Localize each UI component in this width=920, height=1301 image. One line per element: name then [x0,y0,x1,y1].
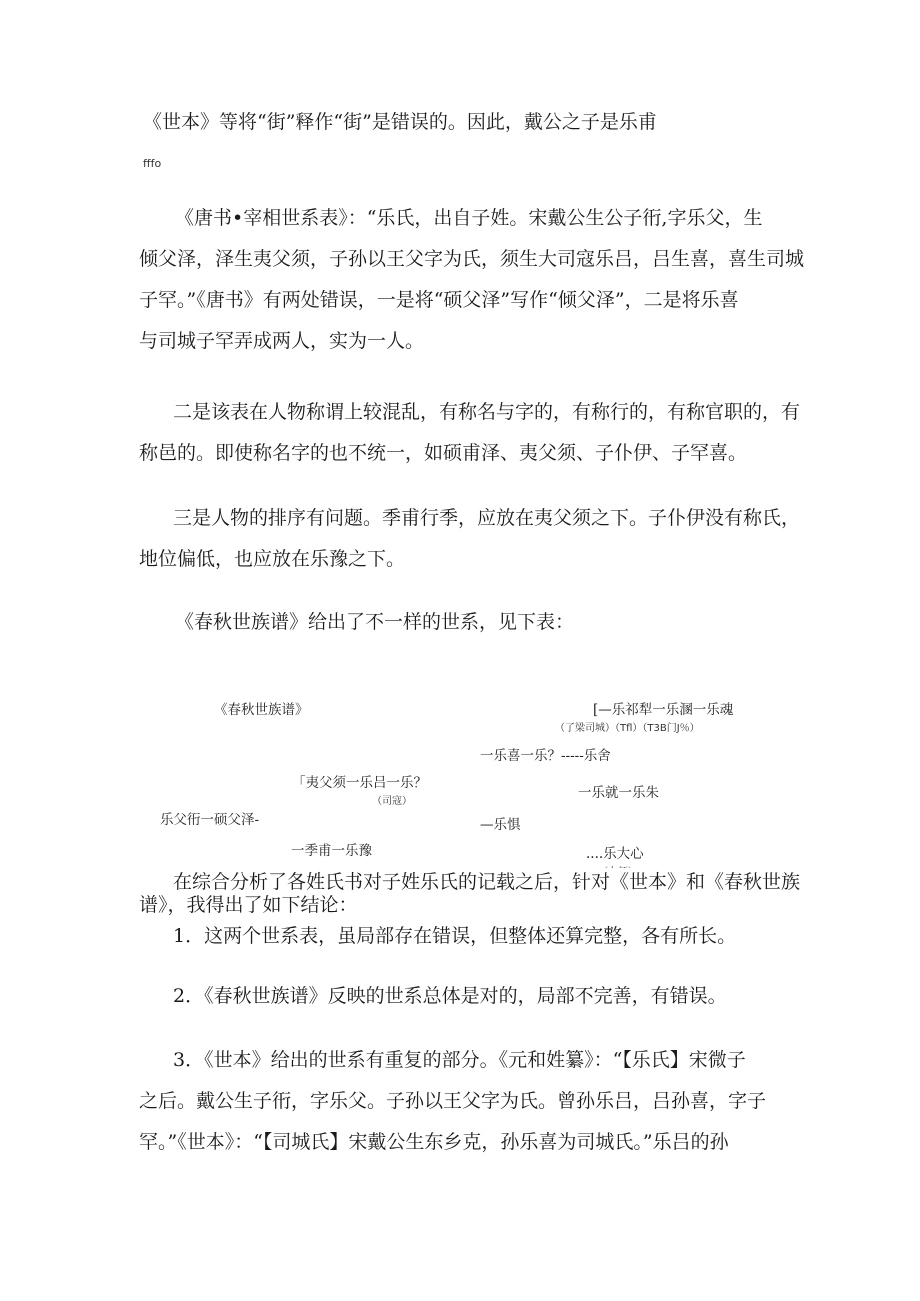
genealogy-title: 《春秋世族谱》 [214,702,309,718]
paragraph-line: 与司城子罕弄成两人，实为一人。 [139,330,425,352]
genealogy-root-line: 乐父衎一硕父泽- [160,812,260,828]
list-item: 3．《世本》给出的世系有重复的部分。《元和姓纂》：“【乐氏】宋微子 [173,1049,746,1071]
paragraph-line: 二是该表在人物称谓上较混乱，有称名与字的，有称行的，有称官职的，有 [173,401,801,423]
genealogy-dx-line: ....乐大心 [586,846,644,862]
stray-mark: fffo [143,157,162,170]
genealogy-dx-note-clip [598,860,638,868]
genealogy-dx-note [598,867,638,868]
paragraph-line: 罕。”《世本》：“【司城氏】宋戴公生东乡克，孙乐喜为司城氏。”乐吕的孙 [139,1131,729,1153]
text-line: 《世本》等将“街”释作“街”是错误的。因此，戴公之子是乐甫 [143,111,657,133]
paragraph-line: 倾父泽，泽生夷父须，子孙以王父字为氏，须生大司寇乐吕，吕生喜，喜生司城 [139,248,805,270]
genealogy-top-right-notes: （了梁司城）（Tfl）（T3B门J％） [555,723,700,734]
genealogy-yi-note: （司寇） [372,796,412,807]
genealogy-ji-line: 一季甫一乐豫 [291,843,372,859]
paragraph-line: 称邑的。即使称名字的也不统一，如硕甫泽、夷父须、子仆伊、子罕喜。 [139,442,748,464]
paragraph-line: 谱》，我得出了如下结论： [139,894,358,916]
genealogy-jiu-line: 一乐就一乐朱 [578,785,659,801]
chart-intro: 《春秋世族谱》给出了不一样的世系，见下表： [175,611,575,633]
paragraph-line: 子罕。”《唐书》有两处错误，一是将“硕父泽”写作“倾父泽”，二是将乐喜 [139,289,739,311]
paragraph-line: 地位偏低，也应放在乐豫之下。 [139,548,406,570]
genealogy-yi-line: 「夷父须一乐吕一乐？ [292,775,427,791]
paragraph-line: 之后。戴公生子衎，字乐父。子孙以王父字为氏。曾孙乐吕，吕孙喜，字子 [139,1090,767,1112]
paragraph-line: 《唐书•宰相世系表》：“乐氏，出自子姓。宋戴公生公子衎,字乐父，生 [175,207,763,229]
paragraph-line: 三是人物的排序有问题。季甫行季，应放在夷父须之下。子仆伊没有称氏， [173,507,801,529]
genealogy-xi-line: 一乐喜一乐？-----乐舍 [480,748,611,764]
genealogy-ju-line: —乐惧 [480,817,521,833]
paragraph-line: 在综合分析了各姓氏书对子姓乐氏的记载之后，针对《世本》和《春秋世族 [173,871,801,893]
list-item: 1．这两个世系表，虽局部存在错误，但整体还算完整，各有所长。 [173,925,737,947]
list-item: 2．《春秋世族谱》反映的世系总体是对的，局部不完善，有错误。 [173,985,727,1007]
genealogy-top-right-line: [—乐祁犁一乐溷一乐魂 [593,702,734,718]
